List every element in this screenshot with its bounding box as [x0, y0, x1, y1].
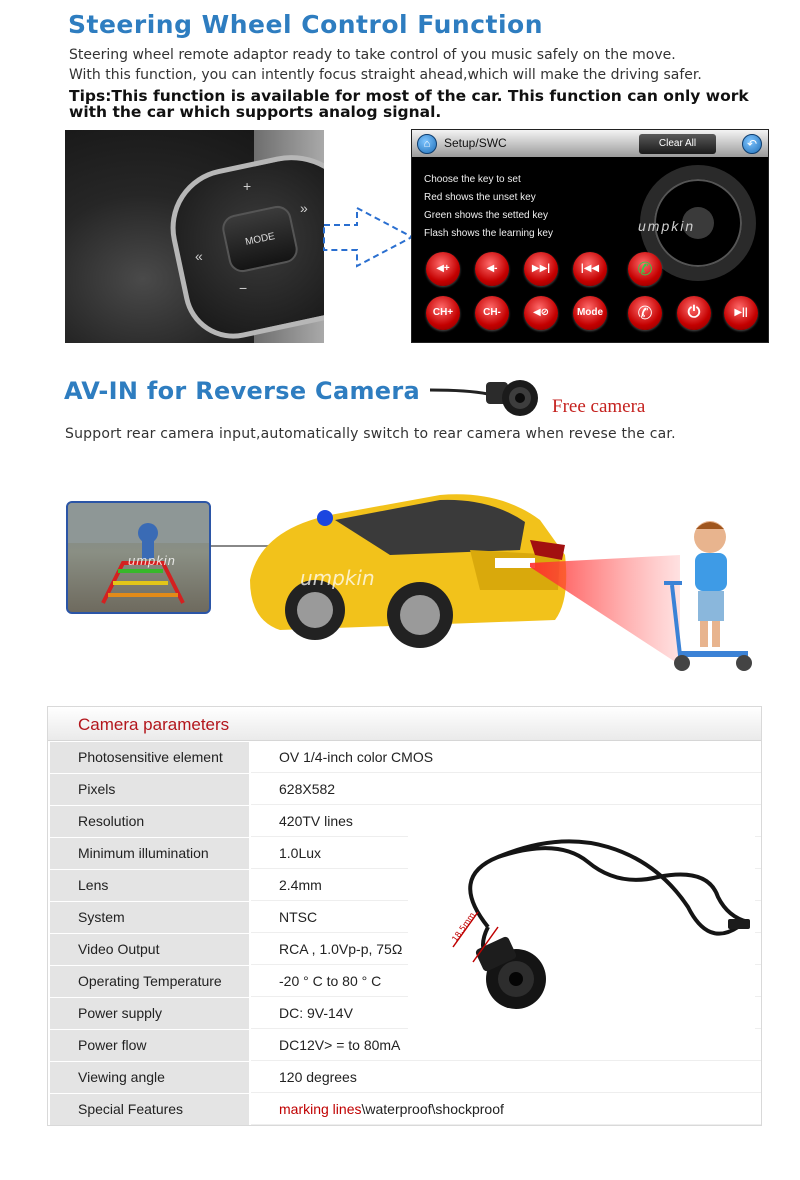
instruction-line: Choose the key to set	[424, 174, 521, 185]
small-camera-icon	[428, 376, 548, 420]
channel-up-button[interactable]: CH+	[426, 296, 460, 330]
param-key: Lens	[50, 870, 249, 901]
steering-wheel-photo	[65, 130, 324, 343]
dimension-label: 18.5mm	[450, 910, 477, 944]
param-key: Power flow	[50, 1030, 249, 1061]
param-value: -20 ° C to 80 ° C	[251, 966, 761, 997]
param-value: DC12V> = to 80mA	[251, 1030, 761, 1061]
steering-desc-line2: With this function, you can intently focus straight ahead,which will make the driving safer.	[69, 67, 702, 83]
volume-down-button[interactable]: ◀-	[475, 252, 509, 286]
table-row	[48, 1062, 761, 1093]
avin-description: Support rear camera input,automatically switch to rear camera when revese the car.	[65, 426, 676, 442]
yellow-car-image	[240, 460, 580, 660]
phone-hangup-button[interactable]: ✆	[628, 296, 662, 330]
param-value: NTSC	[251, 902, 761, 933]
swc-screen	[411, 129, 769, 343]
car-watermark: umpkin	[300, 566, 375, 590]
instruction-line: Red shows the unset key	[424, 192, 536, 203]
param-key: Pixels	[50, 774, 249, 805]
table-row	[48, 1094, 761, 1125]
plus-glyph: +	[243, 178, 252, 194]
param-key: Minimum illumination	[50, 838, 249, 869]
next-track-button[interactable]: ▶▶|	[524, 252, 558, 286]
param-key: Photosensitive element	[50, 742, 249, 773]
features-text: \waterproof\shockproof	[361, 1101, 504, 1117]
mode-key: MODE	[220, 203, 301, 274]
param-key: Video Output	[50, 934, 249, 965]
clear-all-button[interactable]: Clear All	[639, 134, 716, 154]
play-pause-button[interactable]: ▶||	[724, 296, 758, 330]
dashed-arrow-icon	[322, 200, 417, 275]
phone-answer-button[interactable]: ✆	[628, 252, 662, 286]
mode-button[interactable]: Mode	[573, 296, 607, 330]
table-header	[48, 707, 761, 741]
param-value: 420TV lines	[251, 806, 761, 837]
swc-title: Setup/SWC	[444, 136, 507, 150]
next-glyph: »	[300, 200, 308, 216]
back-icon[interactable]: ↶	[742, 134, 762, 154]
mute-button[interactable]: ◀⊘	[524, 296, 558, 330]
marking-lines-text: marking lines	[279, 1101, 362, 1117]
swc-instructions	[424, 171, 553, 243]
steering-title: Steering Wheel Control Function	[68, 10, 544, 39]
channel-down-button[interactable]: CH-	[475, 296, 509, 330]
avin-title: AV-IN for Reverse Camera	[64, 377, 420, 405]
param-key: Power supply	[50, 998, 249, 1029]
table-row	[48, 1030, 761, 1061]
swc-brand-watermark: umpkin	[638, 218, 696, 234]
param-value: RCA , 1.0Vp-p, 75Ω	[251, 934, 761, 965]
rear-view-screen	[66, 501, 211, 614]
param-key: Operating Temperature	[50, 966, 249, 997]
param-key: Viewing angle	[50, 1062, 249, 1093]
param-value: OV 1/4-inch color CMOS	[251, 742, 761, 773]
steering-description	[69, 45, 702, 85]
instruction-line: Flash shows the learning key	[424, 228, 553, 239]
instruction-line: Green shows the setted key	[424, 210, 548, 221]
camera-product-photo	[408, 817, 755, 1029]
param-value: DC: 9V-14V	[251, 998, 761, 1029]
free-camera-label: Free camera	[552, 396, 646, 417]
prev-glyph: «	[195, 248, 203, 264]
minus-glyph: −	[239, 280, 248, 296]
volume-up-button[interactable]: ◀+	[426, 252, 460, 286]
param-value: 1.0Lux	[251, 838, 761, 869]
param-value: 2.4mm	[251, 870, 761, 901]
rear-view-watermark: umpkin	[128, 553, 176, 568]
table-row	[48, 774, 761, 805]
tips-text: Tips:This function is available for most of the car. This function can only work with the car which supports analog signal.	[69, 87, 749, 121]
prev-track-button[interactable]: |◀◀	[573, 252, 607, 286]
param-key: Resolution	[50, 806, 249, 837]
home-icon[interactable]: ⌂	[417, 134, 437, 154]
param-key: System	[50, 902, 249, 933]
param-value: 120 degrees	[251, 1062, 761, 1093]
table-row	[48, 742, 761, 773]
table-heading: Camera parameters	[78, 715, 230, 734]
param-value: 628X582	[251, 774, 761, 805]
child-on-scooter-image	[650, 515, 760, 675]
param-key: Special Features	[50, 1094, 249, 1125]
steering-desc-line1: Steering wheel remote adaptor ready to take control of you music safely on the move.	[69, 47, 676, 63]
param-value	[251, 1094, 761, 1125]
power-button[interactable]: ⏻	[677, 296, 711, 330]
